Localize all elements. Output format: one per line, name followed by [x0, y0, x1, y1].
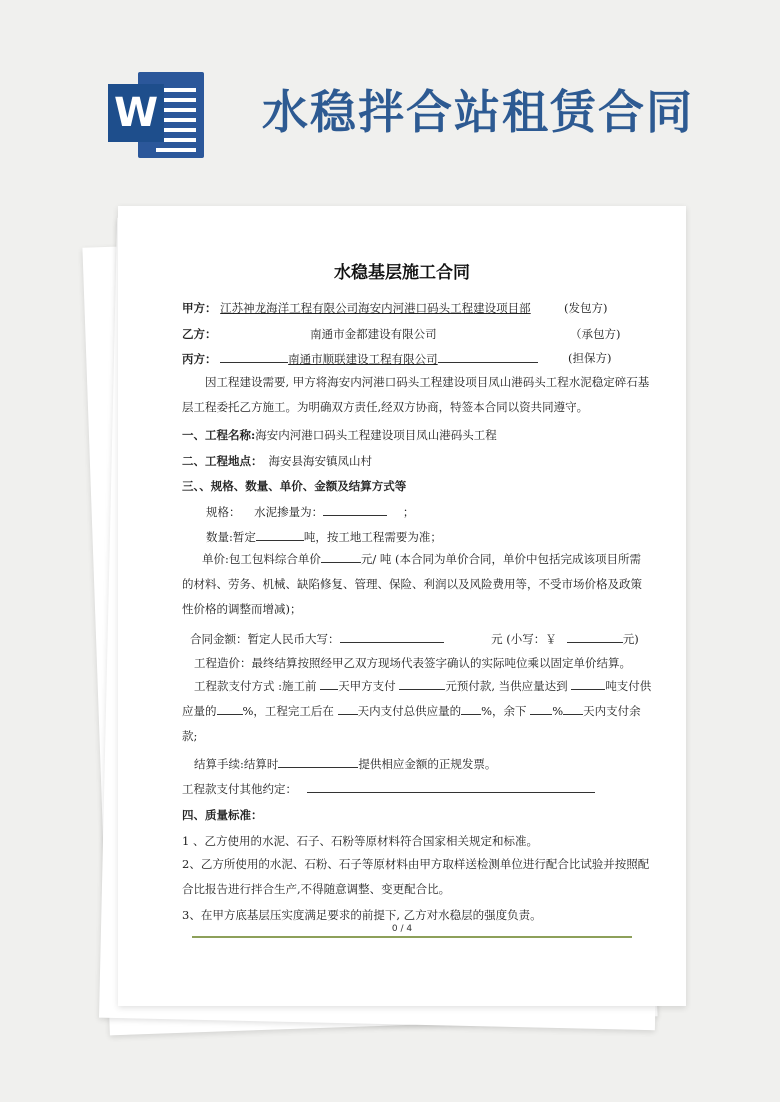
quality-item-2: 2、乙方所使用的水泥、石粉、石子等原材料由甲方取样送检测单位进行配合比试验并按照配合比报告进行拌合生产,不得随意调整、变更配合比。 — [182, 857, 650, 896]
spec-label: 规格： — [206, 505, 241, 519]
payment-total: 天内支付总供应量的 — [357, 704, 462, 718]
payment-advance: 元预付款, 当供应量达到 — [445, 679, 568, 693]
doc-title: 水稳基层施工合同 — [334, 263, 470, 283]
party-c-role: (担保方) — [568, 351, 612, 365]
payment-remaining: %，余下 — [481, 704, 527, 718]
payment-days: 天甲方支付 — [338, 679, 396, 693]
cement-label: 水泥掺量为： — [254, 505, 324, 519]
payment-percent: % — [552, 704, 564, 718]
payment-completion: %，工程完工后在 — [242, 704, 334, 718]
price-paragraph — [182, 547, 652, 622]
party-c-row — [182, 350, 538, 367]
payment-paragraph — [182, 674, 652, 749]
quantity-line — [206, 528, 442, 545]
amount-label: 合同金额：暂定人民币大写： — [190, 632, 340, 646]
intro-paragraph: 因工程建设需要, 甲方将海安内河港口码头工程建设项目凤山港码头工程水泥稳定碎石基层工程委托乙方施工。为明确双方责任,经双方协商，特签本合同以资共同遵守。 — [182, 375, 650, 414]
party-a-role: (发包方) — [564, 301, 608, 315]
spec-end: ； — [402, 505, 415, 519]
payment-balance: 天内支付余款; — [182, 704, 641, 743]
party-c-name: 南通市顺联建设工程有限公司 — [288, 352, 438, 366]
quantity-label: 数量:暂定 — [206, 530, 256, 544]
amount-small-label: 元 (小写：￥ — [491, 632, 557, 646]
document-page — [118, 206, 686, 1006]
spec-line — [206, 503, 414, 520]
price-label: 单价:包工包料综合单价 — [202, 552, 321, 566]
quality-item-3: 3、在甲方底基层压实度满足要求的前提下, 乙方对水稳层的强度负责。 — [182, 908, 542, 922]
section-1-value: 海安内河港口码头工程建设项目凤山港码头工程 — [255, 428, 497, 442]
party-a-label: 甲方： — [182, 301, 217, 315]
page-number: 0 / 4 — [391, 924, 413, 934]
other-line — [182, 780, 595, 797]
other-label: 工程款支付其他约定： — [182, 782, 297, 796]
party-c-label: 丙方： — [182, 352, 217, 366]
banner-title: 水稳拌合站租赁合同 — [262, 85, 694, 139]
cost-line: 工程造价：最终结算按照经甲乙双方现场代表签字确认的实际吨位乘以固定单价结算。 — [194, 656, 631, 670]
party-a-name: 江苏神龙海洋工程有限公司海安内河港口码头工程建设项目部 — [220, 301, 531, 315]
section-3-title: 三、、规格、数量、单价、金额及结算方式等 — [182, 479, 407, 493]
party-a-row — [182, 300, 531, 316]
party-b-label: 乙方： — [182, 327, 217, 341]
footer-divider — [192, 936, 632, 938]
section-1 — [182, 427, 497, 443]
settlement-label: 结算手续:结算时 — [194, 757, 279, 771]
settlement-line — [194, 755, 496, 772]
settlement-note: 提供相应金额的正规发票。 — [358, 757, 497, 771]
word-icon-letter: W — [108, 84, 164, 142]
amount-end: 元) — [622, 632, 639, 646]
party-b-role: （承包方) — [570, 327, 621, 341]
section-2 — [182, 453, 372, 469]
word-doc-icon — [108, 68, 208, 162]
party-b-row — [182, 326, 437, 342]
price-note: 元/ 吨 (本合同为单价合同，单价中包括完成该项目所需的材料、劳务、机械、缺陷修复、管理、保险、利润以及风险费用等，不受市场价格及政策性价格的调整而增减)； — [182, 552, 642, 616]
amount-line — [190, 630, 639, 647]
section-2-label: 二、工程地点： — [182, 454, 263, 468]
quantity-note: 吨，按工地工程需要为准； — [303, 530, 442, 544]
section-1-label: 一、工程名称: — [182, 428, 256, 442]
section-4-title: 四、质量标准： — [182, 808, 263, 822]
section-2-value: 海安县海安镇凤山村 — [268, 454, 372, 468]
payment-label: 工程款支付方式 :施工前 — [194, 679, 317, 693]
party-b-name: 南通市金都建设有限公司 — [310, 327, 437, 341]
payment-supply: 吨支付供应量的 — [182, 679, 652, 718]
quality-item-1: 1 、乙方使用的水泥、石子、石粉等原材料符合国家相关规定和标准。 — [182, 834, 538, 848]
